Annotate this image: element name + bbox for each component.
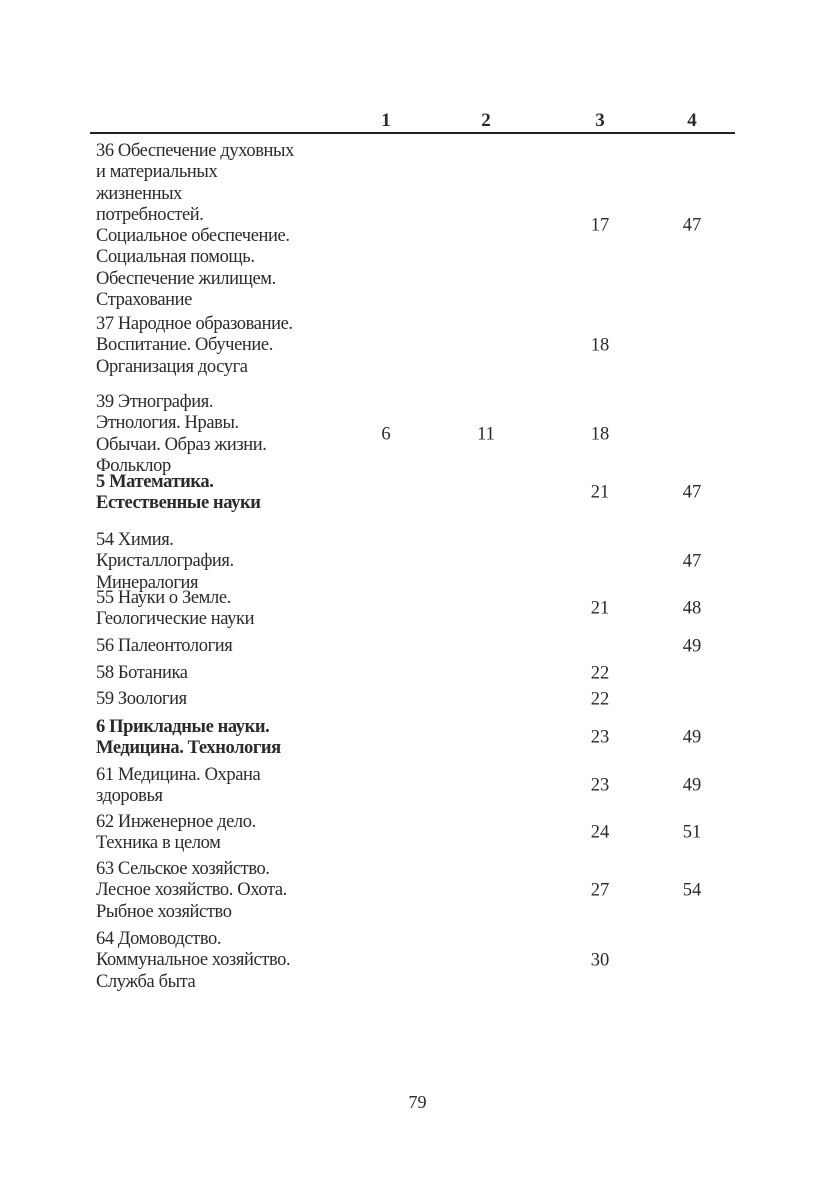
cell-col-2: 11 (477, 424, 495, 445)
row-label (96, 765, 366, 808)
row-label (96, 472, 366, 515)
row-label-line: Организация досуга (96, 356, 248, 377)
row-label-line: Коммунальное хозяйство. (96, 950, 291, 971)
table-row (96, 689, 736, 710)
row-label-line: потребностей. (96, 204, 204, 225)
table-row (96, 314, 736, 378)
row-label (96, 141, 366, 311)
row-label-line: Служба быта (96, 971, 196, 992)
column-header-1: 1 (381, 110, 391, 131)
cell-col-3: 27 (590, 880, 610, 901)
row-label-line: Этнология. Нравы. (96, 413, 239, 434)
cell-col-4: 47 (682, 551, 702, 572)
cell-col-3: 21 (590, 482, 610, 503)
row-label (96, 717, 366, 760)
cell-col-4: 49 (682, 636, 702, 657)
row-label-line: Лесное хозяйство. Охота. (96, 880, 287, 901)
column-header-2: 2 (481, 110, 491, 131)
row-label-line: 37 Народное образование. (96, 314, 293, 334)
cell-col-4: 49 (682, 775, 702, 796)
row-label-line: 36 Обеспечение духовных (96, 141, 294, 161)
row-label (96, 314, 366, 378)
row-label (96, 812, 366, 855)
row-label (96, 929, 366, 993)
table-row (96, 141, 736, 311)
row-label-line: 39 Этнография. (96, 392, 214, 412)
row-label-line: Геологические науки (96, 609, 255, 630)
row-label-line: 63 Сельское хозяйство. (96, 859, 270, 879)
cell-col-3: 17 (590, 215, 610, 236)
row-label (96, 530, 366, 594)
row-label-line: 62 Инженерное дело. (96, 812, 256, 832)
cell-col-4: 49 (682, 727, 702, 748)
row-label-line: Обычаи. Образ жизни. (96, 434, 267, 455)
column-header-3: 3 (595, 110, 605, 131)
row-label-line: Фольклор (96, 455, 171, 476)
row-label-line: жизненных (96, 183, 182, 204)
cell-col-4: 51 (682, 822, 702, 843)
cell-col-3: 24 (590, 822, 610, 843)
row-label (96, 859, 366, 923)
cell-col-1: 6 (381, 424, 391, 445)
row-label-line: Техника в целом (96, 833, 221, 854)
header-rule (90, 132, 735, 134)
row-label (96, 392, 366, 477)
row-label (96, 636, 366, 657)
table-row (96, 392, 736, 477)
column-header-4: 4 (687, 110, 697, 131)
table-row (96, 663, 736, 684)
cell-col-4: 47 (682, 215, 702, 236)
row-label-line: 6 Прикладные науки. (96, 717, 270, 737)
row-label-line: Кристаллография. (96, 551, 234, 572)
row-label-line: 61 Медицина. Охрана (96, 765, 261, 785)
table-row (96, 588, 736, 631)
table-row (96, 929, 736, 993)
page-number: 79 (408, 1092, 427, 1112)
row-label (96, 689, 366, 710)
cell-col-3: 18 (590, 424, 610, 445)
row-label-line: Рыбное хозяйство (96, 901, 232, 922)
row-label (96, 663, 366, 684)
section-row (96, 717, 736, 760)
row-label-line: 5 Математика. (96, 472, 214, 492)
row-label-line: Минералогия (96, 572, 199, 593)
cell-col-4: 47 (682, 482, 702, 503)
cell-col-3: 23 (590, 775, 610, 796)
row-label-line: Воспитание. Обучение. (96, 335, 273, 356)
cell-col-3: 18 (590, 335, 610, 356)
table-row (96, 812, 736, 855)
row-label-line: и материальных (96, 162, 218, 183)
row-label-line: 54 Химия. (96, 530, 174, 550)
row-label-line: Социальное обеспечение. (96, 226, 290, 247)
row-label-line: 56 Палеонтология (96, 636, 233, 656)
section-row (96, 472, 736, 515)
row-label-line: Обеспечение жилищем. (96, 268, 276, 289)
cell-col-4: 48 (682, 598, 702, 619)
row-label-line: 64 Домоводство. (96, 929, 222, 949)
table-row (96, 859, 736, 923)
row-label-line: Естественные науки (96, 493, 261, 514)
cell-col-3: 23 (590, 727, 610, 748)
row-label (96, 588, 366, 631)
table-row (96, 530, 736, 594)
row-label-line: 59 Зоология (96, 689, 187, 709)
table-row (96, 636, 736, 657)
row-label-line: 55 Науки о Земле. (96, 588, 231, 608)
cell-col-3: 30 (590, 950, 610, 971)
row-label-line: Социальная помощь. (96, 247, 255, 268)
row-label-line: 58 Ботаника (96, 663, 188, 683)
row-label-line: Страхование (96, 290, 192, 311)
row-label-line: Медицина. Технология (96, 738, 281, 759)
row-label-line: здоровья (96, 786, 163, 807)
cell-col-3: 22 (590, 689, 610, 710)
cell-col-4: 54 (682, 880, 702, 901)
cell-col-3: 22 (590, 663, 610, 684)
cell-col-3: 21 (590, 598, 610, 619)
table-row (96, 765, 736, 808)
